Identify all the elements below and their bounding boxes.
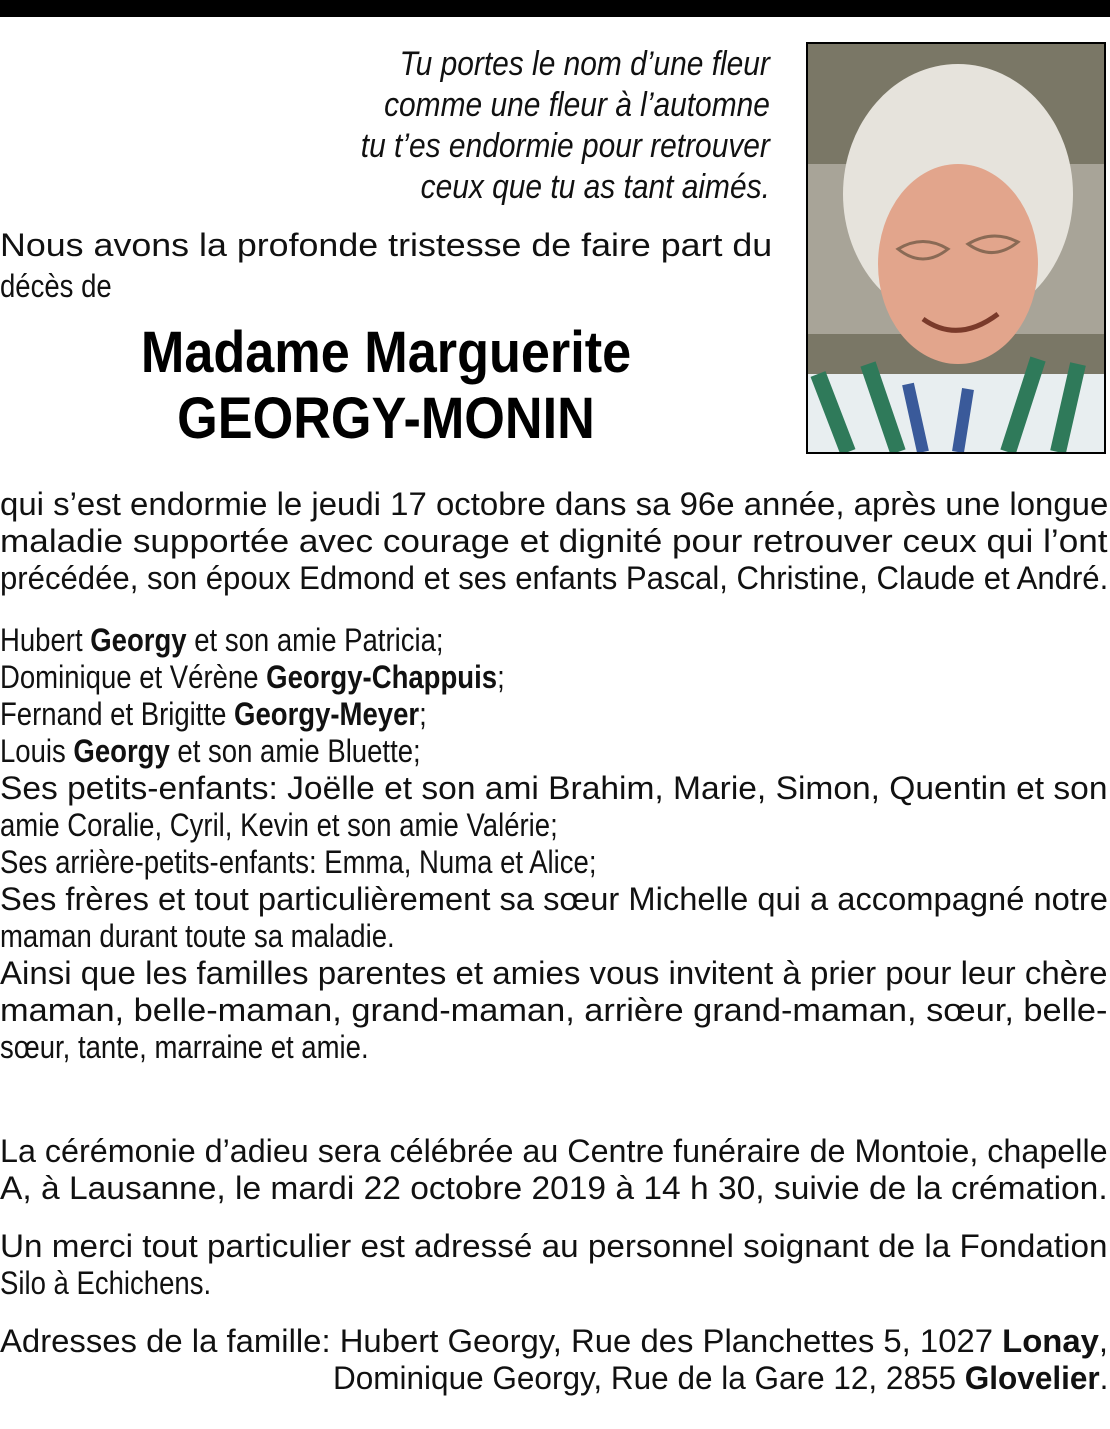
ceremony-line: La cérémonie d’adieu sera célébrée au Centre funéraire de Montoie, chapelle	[0, 1133, 1108, 1169]
deceased-name	[0, 320, 772, 452]
relatives-line: Ses petits-enfants: Joëlle et son ami Brahim, Marie, Simon, Quentin et son	[0, 770, 1108, 806]
name-line: GEORGY-MONIN	[177, 386, 595, 451]
intro-line: décès de	[0, 268, 112, 304]
ceremony-info	[0, 1133, 1110, 1207]
intro-text	[0, 225, 772, 307]
portrait-illustration	[808, 44, 1104, 452]
poem-line: comme une fleur à l’automne	[384, 86, 770, 124]
family-row: Fernand et Brigitte Georgy-Meyer;	[0, 696, 427, 732]
thanks-line: Silo à Echichens.	[0, 1265, 212, 1301]
thanks-line: Un merci tout particulier est adressé au personnel soignant de la Fondation	[0, 1228, 1108, 1264]
address-line: Adresses de la famille: Hubert Georgy, Rue des Planchettes 5, 1027 Lonay,	[0, 1323, 1109, 1359]
family-row: Louis Georgy et son amie Bluette;	[0, 733, 421, 769]
intro-line: Nous avons la profonde tristesse de faire part du	[0, 227, 773, 263]
relatives-line: Ainsi que les familles parentes et amies vous invitent à prier pour leur chère	[0, 955, 1108, 991]
family-row: Dominique et Vérène Georgy-Chappuis;	[0, 659, 505, 695]
poem	[305, 44, 770, 208]
family-list	[0, 622, 1110, 1066]
death-line: maladie supportée avec courage et dignité pour retrouver ceux qui l’ont	[0, 523, 1108, 559]
name-line: Madame Marguerite	[140, 320, 632, 385]
death-announcement	[0, 486, 1110, 597]
relatives-line: Ses arrière-petits-enfants: Emma, Numa et Alice;	[0, 844, 597, 880]
address-line: Dominique Georgy, Rue de la Gare 12, 2855 Glovelier.	[333, 1360, 1109, 1396]
portrait-photo	[806, 42, 1106, 454]
relatives-line: amie Coralie, Cyril, Kevin et son amie Valérie;	[0, 807, 558, 843]
ceremony-line: A, à Lausanne, le mardi 22 octobre 2019 à 14 h 30, suivie de la crémation.	[0, 1170, 1108, 1206]
family-addresses	[0, 1323, 1110, 1397]
relatives-line: Ses frères et tout particulièrement sa sœur Michelle qui a accompagné notre	[0, 881, 1108, 917]
relatives-line: maman, belle-maman, grand-maman, arrière grand-maman, sœur, belle-	[0, 992, 1108, 1028]
top-rule	[0, 0, 1110, 17]
family-row: Hubert Georgy et son amie Patricia;	[0, 622, 444, 658]
death-line: précédée, son époux Edmond et ses enfants Pascal, Christine, Claude et André.	[0, 560, 1109, 596]
relatives-line: maman durant toute sa maladie.	[0, 918, 395, 954]
poem-line: tu t’es endormie pour retrouver	[360, 127, 770, 165]
poem-line: Tu portes le nom d’une fleur	[399, 45, 770, 83]
relatives-line: sœur, tante, marraine et amie.	[0, 1029, 369, 1065]
poem-line: ceux que tu as tant aimés.	[420, 168, 770, 206]
thanks-note	[0, 1228, 1110, 1302]
death-line: qui s’est endormie le jeudi 17 octobre dans sa 96e année, après une longue	[0, 486, 1109, 522]
